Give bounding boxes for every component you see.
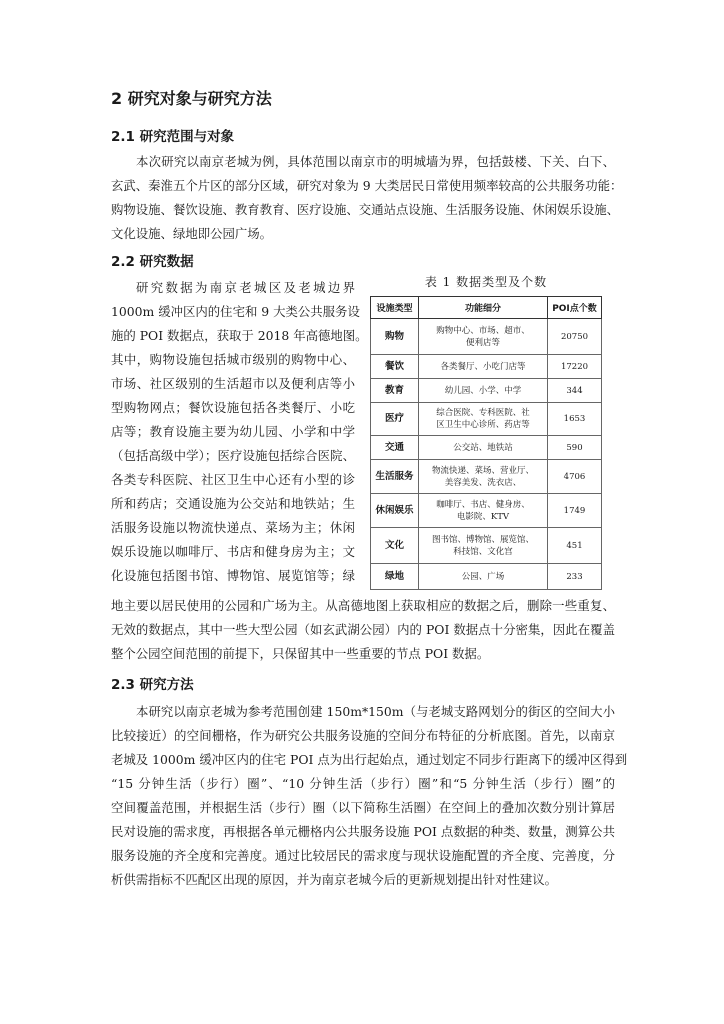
table-cell-type: 文化 [371, 528, 419, 564]
table-cell-sub-line: 便利店等 [465, 337, 500, 348]
table-cell-count: 233 [548, 564, 602, 590]
table-cell-count: 17220 [548, 355, 602, 379]
paragraph-line: 店等；教育设施主要为幼儿园、小学和中学 [111, 424, 355, 439]
section-title: 2 研究对象与研究方法 [111, 89, 272, 108]
table-cell-sub [419, 460, 548, 494]
paragraph-line: 其中，购物设施包括城市级别的购物中心、 [111, 352, 355, 367]
table-cell-count: 20750 [548, 319, 602, 355]
table-cell-type: 购物 [371, 319, 419, 355]
paragraph-line: 无效的数据点，其中一些大型公园（如玄武湖公园）内的 POI 数据点十分密集，因此在覆盖 [111, 622, 615, 637]
table-cell-type: 生活服务 [371, 460, 419, 494]
table-row [371, 564, 602, 590]
table-row [371, 436, 602, 460]
paragraph-data-full-width [111, 594, 615, 666]
table-cell-sub-line: 咖啡厅、书店、健身房、 [436, 499, 530, 510]
paragraph-line: 整个公园空间范围的前提下，只保留其中一些重要的节点 POI 数据。 [111, 646, 490, 661]
table-cell-sub [419, 564, 548, 590]
table-row [371, 460, 602, 494]
table-cell-sub-line: 电影院、KTV [456, 511, 510, 522]
table-cell-sub-line: 购物中心、市场、超市、 [436, 325, 530, 336]
paragraph-line: 各类专科医院、社区卫生中心还有小型的诊 [111, 472, 355, 487]
table-cell-sub [419, 319, 548, 355]
table-header-cell: 设施类型 [371, 297, 419, 319]
paragraph-line: 研究数据为南京老城区及老城边界 [136, 280, 355, 295]
table-cell-count: 1653 [548, 403, 602, 436]
subsection-heading-2-3: 2.3 研究方法 [111, 677, 194, 693]
table-cell-count: 344 [548, 379, 602, 403]
table-cell-type: 医疗 [371, 403, 419, 436]
paragraph-method [111, 700, 628, 892]
table-row [371, 379, 602, 403]
table-cell-sub-line: 科技馆、文化宫 [453, 546, 513, 557]
table-cell-sub-line: 各类餐厅、小吃门店等 [440, 361, 526, 372]
table-cell-type: 餐饮 [371, 355, 419, 379]
table-row [371, 355, 602, 379]
paragraph-line: 化设施包括图书馆、博物馆、展览馆等；绿 [111, 568, 355, 583]
paragraph-line: 本次研究以南京老城为例，具体范围以南京市的明城墙为界，包括鼓楼、下关、白下、 [136, 154, 615, 169]
table-cell-type: 教育 [371, 379, 419, 403]
table-header-cell: POI点个数 [548, 297, 602, 319]
paragraph-line: 1000m 缓冲区内的住宅和 9 大类公共服务设 [111, 304, 360, 319]
table-cell-sub [419, 379, 548, 403]
paragraph-line: 民对设施的需求度，再根据各单元栅格内公共服务设施 POI 点数据的种类、数量，测算公共 [111, 824, 615, 839]
table-header-row [371, 297, 602, 319]
table-cell-count: 451 [548, 528, 602, 564]
paragraph-study-area [111, 150, 623, 246]
paragraph-line: 老城及 1000m 缓冲区内的住宅 POI 点为出行起始点，通过划定不同步行距离下的缓冲区得到 [111, 752, 628, 767]
table-cell-type: 交通 [371, 436, 419, 460]
table-cell-sub [419, 355, 548, 379]
paragraph-line: “15 分钟生活（步行）圈”、“10 分钟生活（步行）圈”和“5 分钟生活（步行）圈”的 [111, 776, 615, 791]
table-cell-sub-line: 综合医院、专科医院、社 [436, 408, 530, 418]
paragraph-line: 所和药店；交通设施为公交站和地铁站；生 [111, 496, 355, 511]
table-cell-sub [419, 494, 548, 528]
table-cell-sub-line: 美容美发、洗衣店、 [444, 477, 522, 488]
table-cell-type: 休闲娱乐 [371, 494, 419, 528]
paragraph-data-left-column [111, 276, 368, 588]
paragraph-line: 娱乐设施以咖啡厅、书店和健身房为主；文 [111, 544, 355, 559]
table-cell-count: 4706 [548, 460, 602, 494]
table-row [371, 403, 602, 436]
data-type-table [370, 296, 602, 590]
table-row [371, 319, 602, 355]
paragraph-line: 购物设施、餐饮设施、教育教育、医疗设施、交通站点设施、生活服务设施、休闲娱乐设施、 [111, 202, 620, 217]
table-cell-sub-line: 图书馆、博物馆、展览馆、 [431, 534, 534, 545]
paragraph-line: 析供需指标不匹配区出现的原因，并为南京老城今后的更新规划提出针对性建议。 [111, 872, 558, 887]
table-cell-sub [419, 528, 548, 564]
table-cell-count: 590 [548, 436, 602, 460]
paragraph-line: 本研究以南京老城为参考范围创建 150m*150m（与老城支路网划分的街区的空间大小 [136, 704, 615, 719]
paragraph-line: 施的 POI 数据点，获取于 2018 年高德地图。 [111, 328, 368, 343]
paragraph-line: 服务设施的齐全度和完善度。通过比较居民的需求度与现状设施配置的齐全度、完善度，分 [111, 848, 615, 863]
table-caption: 表 1 数据类型及个数 [424, 275, 548, 289]
paragraph-line: 型购物网点；餐饮设施包括各类餐厅、小吃 [111, 400, 355, 415]
table-cell-type: 绿地 [371, 564, 419, 590]
table-header-cell: 功能细分 [419, 297, 548, 319]
table-cell-sub-line: 幼儿园、小学、中学 [444, 385, 522, 396]
paragraph-line: 玄武、秦淮五个片区的部分区域，研究对象为 9 大类居民日常使用频率较高的公共服务功能： [111, 178, 623, 193]
subsection-heading-2-1: 2.1 研究范围与对象 [111, 129, 235, 145]
table-cell-sub-line: 公交站、地铁站 [453, 442, 513, 453]
table-cell-sub [419, 436, 548, 460]
paragraph-line: 空间覆盖范围，并根据生活（步行）圈（以下简称生活圈）在空间上的叠加次数分别计算居 [111, 800, 615, 815]
table-cell-count: 1749 [548, 494, 602, 528]
paragraph-line: 地主要以居民使用的公园和广场为主。从高德地图上获取相应的数据之后，删除一些重复、 [111, 598, 615, 613]
table-cell-sub [419, 403, 548, 436]
paragraph-line: 比较接近）的空间栅格，作为研究公共服务设施的空间分布特征的分析底图。首先，以南京 [111, 728, 615, 743]
paragraph-line: 市场、社区级别的生活超市以及便利店等小 [111, 376, 355, 391]
table-cell-sub-line: 物流快递、菜场、营业厅、 [431, 465, 534, 476]
table-row [371, 528, 602, 564]
subsection-heading-2-2: 2.2 研究数据 [111, 254, 194, 270]
paragraph-line: 活服务设施以物流快递点、菜场为主；休闲 [111, 520, 355, 535]
table-row [371, 494, 602, 528]
paragraph-line: 文化设施、绿地即公园广场。 [111, 226, 273, 241]
table-cell-sub-line: 区卫生中心诊所、药店等 [436, 420, 530, 430]
paragraph-line: （包括高级中学）；医疗设施包括综合医院、 [111, 448, 355, 463]
table-cell-sub-line: 公园、广场 [461, 571, 505, 582]
